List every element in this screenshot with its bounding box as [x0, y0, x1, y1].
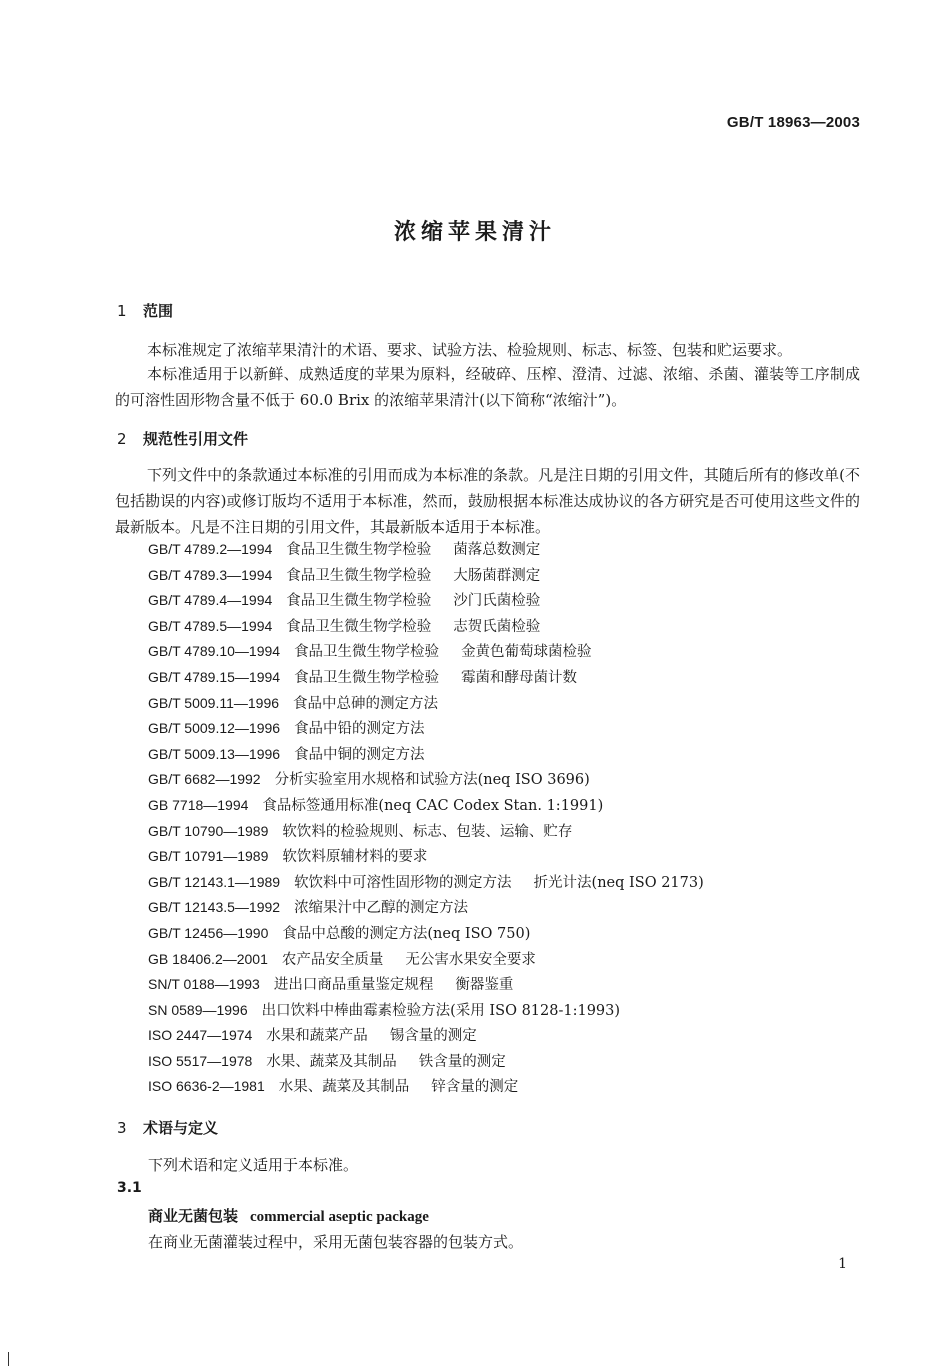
section-1-heading	[117, 300, 173, 321]
reference-title: 软饮料原辅材料的要求	[282, 849, 428, 866]
reference-title: 食品中铜的测定方法	[294, 746, 425, 763]
reference-item	[148, 588, 704, 614]
reference-title: 食品中铅的测定方法	[294, 721, 425, 738]
normative-reference-list	[148, 537, 704, 1100]
reference-code: GB/T 4789.5—1994	[148, 617, 273, 634]
reference-item	[148, 870, 704, 896]
section-title: 范围	[143, 302, 174, 320]
reference-code: GB 18406.2—2001	[148, 950, 268, 967]
reference-title: 农产品安全质量	[281, 951, 384, 968]
term-chinese: 商业无菌包装	[148, 1207, 239, 1225]
reference-item	[148, 793, 704, 819]
reference-item	[148, 998, 704, 1024]
reference-subtitle: 衡器鉴重	[455, 977, 514, 994]
reference-subtitle: 沙门氏菌检验	[453, 593, 541, 610]
reference-title: 食品卫生微生物学检验	[286, 593, 432, 610]
reference-item	[148, 1049, 704, 1075]
reference-item	[148, 921, 704, 947]
reference-code: GB 7718—1994	[148, 796, 249, 813]
section-number: 1	[117, 302, 127, 320]
reference-title: 进出口商品重量鉴定规程	[273, 977, 434, 994]
reference-subtitle: 无公害水果安全要求	[405, 951, 536, 968]
reference-subtitle: 霉菌和酵母菌计数	[461, 669, 578, 686]
reference-subtitle: 志贺氏菌检验	[453, 618, 541, 635]
reference-code: GB/T 12143.1—1989	[148, 873, 281, 890]
reference-subtitle: 金黄色葡萄球菌检验	[461, 644, 592, 661]
section-number: 3	[117, 1119, 127, 1137]
reference-code: GB/T 10790—1989	[148, 822, 269, 839]
reference-item	[148, 665, 704, 691]
reference-code: GB/T 4789.4—1994	[148, 592, 273, 609]
terms-intro: 下列术语和定义适用于本标准。	[148, 1156, 359, 1174]
reference-item	[148, 819, 704, 845]
reference-code: GB/T 5009.11—1996	[148, 694, 280, 711]
reference-title: 水果和蔬菜产品	[266, 1028, 368, 1045]
section-2-heading	[117, 428, 248, 449]
reference-title: 分析实验室用水规格和试验方法(neq ISO 3696)	[274, 772, 590, 789]
term-english: commercial aseptic package	[250, 1209, 429, 1225]
reference-code: GB/T 5009.13—1996	[148, 745, 281, 762]
reference-title: 软饮料中可溶性固形物的测定方法	[294, 874, 512, 891]
reference-title: 软饮料的检验规则、标志、包装、运输、贮存	[282, 823, 573, 840]
reference-item	[148, 947, 704, 973]
reference-code: GB/T 4789.15—1994	[148, 668, 281, 685]
term-entry	[148, 1205, 429, 1226]
scope-paragraph-1: 本标准规定了浓缩苹果清汁的术语、要求、试验方法、检验规则、标志、标签、包装和贮运要求。	[147, 341, 793, 359]
reference-code: GB/T 10791—1989	[148, 848, 269, 865]
reference-item	[148, 563, 704, 589]
reference-code: SN/T 0188—1993	[148, 976, 260, 993]
reference-item	[148, 844, 704, 870]
reference-title: 食品卫生微生物学检验	[286, 618, 432, 635]
document-title: 浓缩苹果清汁	[393, 220, 556, 245]
term-definition: 在商业无菌灌装过程中，采用无菌包装容器的包装方式。	[148, 1233, 524, 1251]
reference-code: GB/T 4789.2—1994	[148, 541, 273, 557]
reference-title: 食品标签通用标准(neq CAC Codex Stan. 1:1991)	[262, 797, 604, 814]
reference-code: GB/T 4789.3—1994	[148, 566, 273, 583]
reference-title: 水果、蔬菜及其制品	[278, 1079, 410, 1096]
reference-code: GB/T 4789.10—1994	[148, 643, 281, 660]
section-title: 规范性引用文件	[143, 430, 249, 448]
reference-title: 食品卫生微生物学检验	[294, 669, 440, 686]
reference-title: 出口饮料中棒曲霉素检验方法(采用 ISO 8128-1:1993)	[261, 1002, 621, 1019]
reference-title: 浓缩果汁中乙醇的测定方法	[294, 900, 469, 917]
refs-intro: 下列文件中的条款通过本标准的引用而成为本标准的条款。凡是注日期的引用文件，其随后所有的修改单(不包括勘误的内容)或修订版均不适用于本标准，然而，鼓励根据本标准达成协议的各方研究是否可使用这些文件的最新版本。凡是不注日期的引用文件，其最新版本适用于本标准。	[115, 466, 860, 536]
reference-title: 水果、蔬菜及其制品	[266, 1053, 397, 1070]
section-3-heading	[117, 1117, 218, 1138]
reference-item	[148, 614, 704, 640]
section-number: 2	[117, 430, 127, 448]
reference-subtitle: 大肠菌群测定	[453, 567, 541, 584]
reference-title: 食品卫生微生物学检验	[294, 644, 440, 661]
reference-title: 食品中总砷的测定方法	[293, 695, 439, 712]
reference-code: GB/T 12456—1990	[148, 924, 269, 941]
reference-subtitle: 锡含量的测定	[389, 1028, 477, 1045]
page-number: 1	[838, 1256, 847, 1272]
reference-item	[148, 972, 704, 998]
standard-code: GB/T 18963—2003	[726, 114, 860, 131]
reference-title: 食品卫生微生物学检验	[286, 567, 432, 584]
reference-item	[148, 1074, 704, 1100]
reference-subtitle: 折光计法(neq ISO 2173)	[533, 874, 704, 891]
reference-title: 食品卫生微生物学检验	[286, 542, 432, 558]
reference-code: GB/T 5009.12—1996	[148, 720, 281, 737]
reference-item	[148, 742, 704, 768]
reference-code: ISO 2447—1974	[148, 1027, 253, 1044]
reference-code: ISO 6636-2—1981	[148, 1078, 265, 1095]
reference-subtitle: 锌含量的测定	[431, 1079, 519, 1096]
reference-code: ISO 5517—1978	[148, 1052, 253, 1069]
reference-item	[148, 895, 704, 921]
reference-subtitle: 菌落总数测定	[453, 542, 541, 558]
reference-item	[148, 639, 704, 665]
section-title: 术语与定义	[143, 1119, 219, 1137]
reference-code: SN 0589—1996	[148, 1001, 248, 1018]
reference-item	[148, 767, 704, 793]
reference-item	[148, 537, 704, 563]
scope-paragraph-2: 本标准适用于以新鲜、成熟适度的苹果为原料，经破碎、压榨、澄清、过滤、浓缩、杀菌、灌装等工序制成的可溶性固形物含量不低于 60.0 Brix 的浓缩苹果清汁(以下简称“浓缩汁”)。	[115, 365, 860, 409]
reference-subtitle: 铁含量的测定	[418, 1053, 506, 1070]
scan-mark	[8, 1352, 9, 1366]
reference-item	[148, 691, 704, 717]
reference-code: GB/T 6682—1992	[148, 771, 261, 788]
reference-title: 食品中总酸的测定方法(neq ISO 750)	[282, 925, 531, 942]
reference-item	[148, 1023, 704, 1049]
reference-code: GB/T 12143.5—1992	[148, 899, 281, 916]
reference-item	[148, 716, 704, 742]
subsection-number: 3.1	[117, 1180, 142, 1196]
